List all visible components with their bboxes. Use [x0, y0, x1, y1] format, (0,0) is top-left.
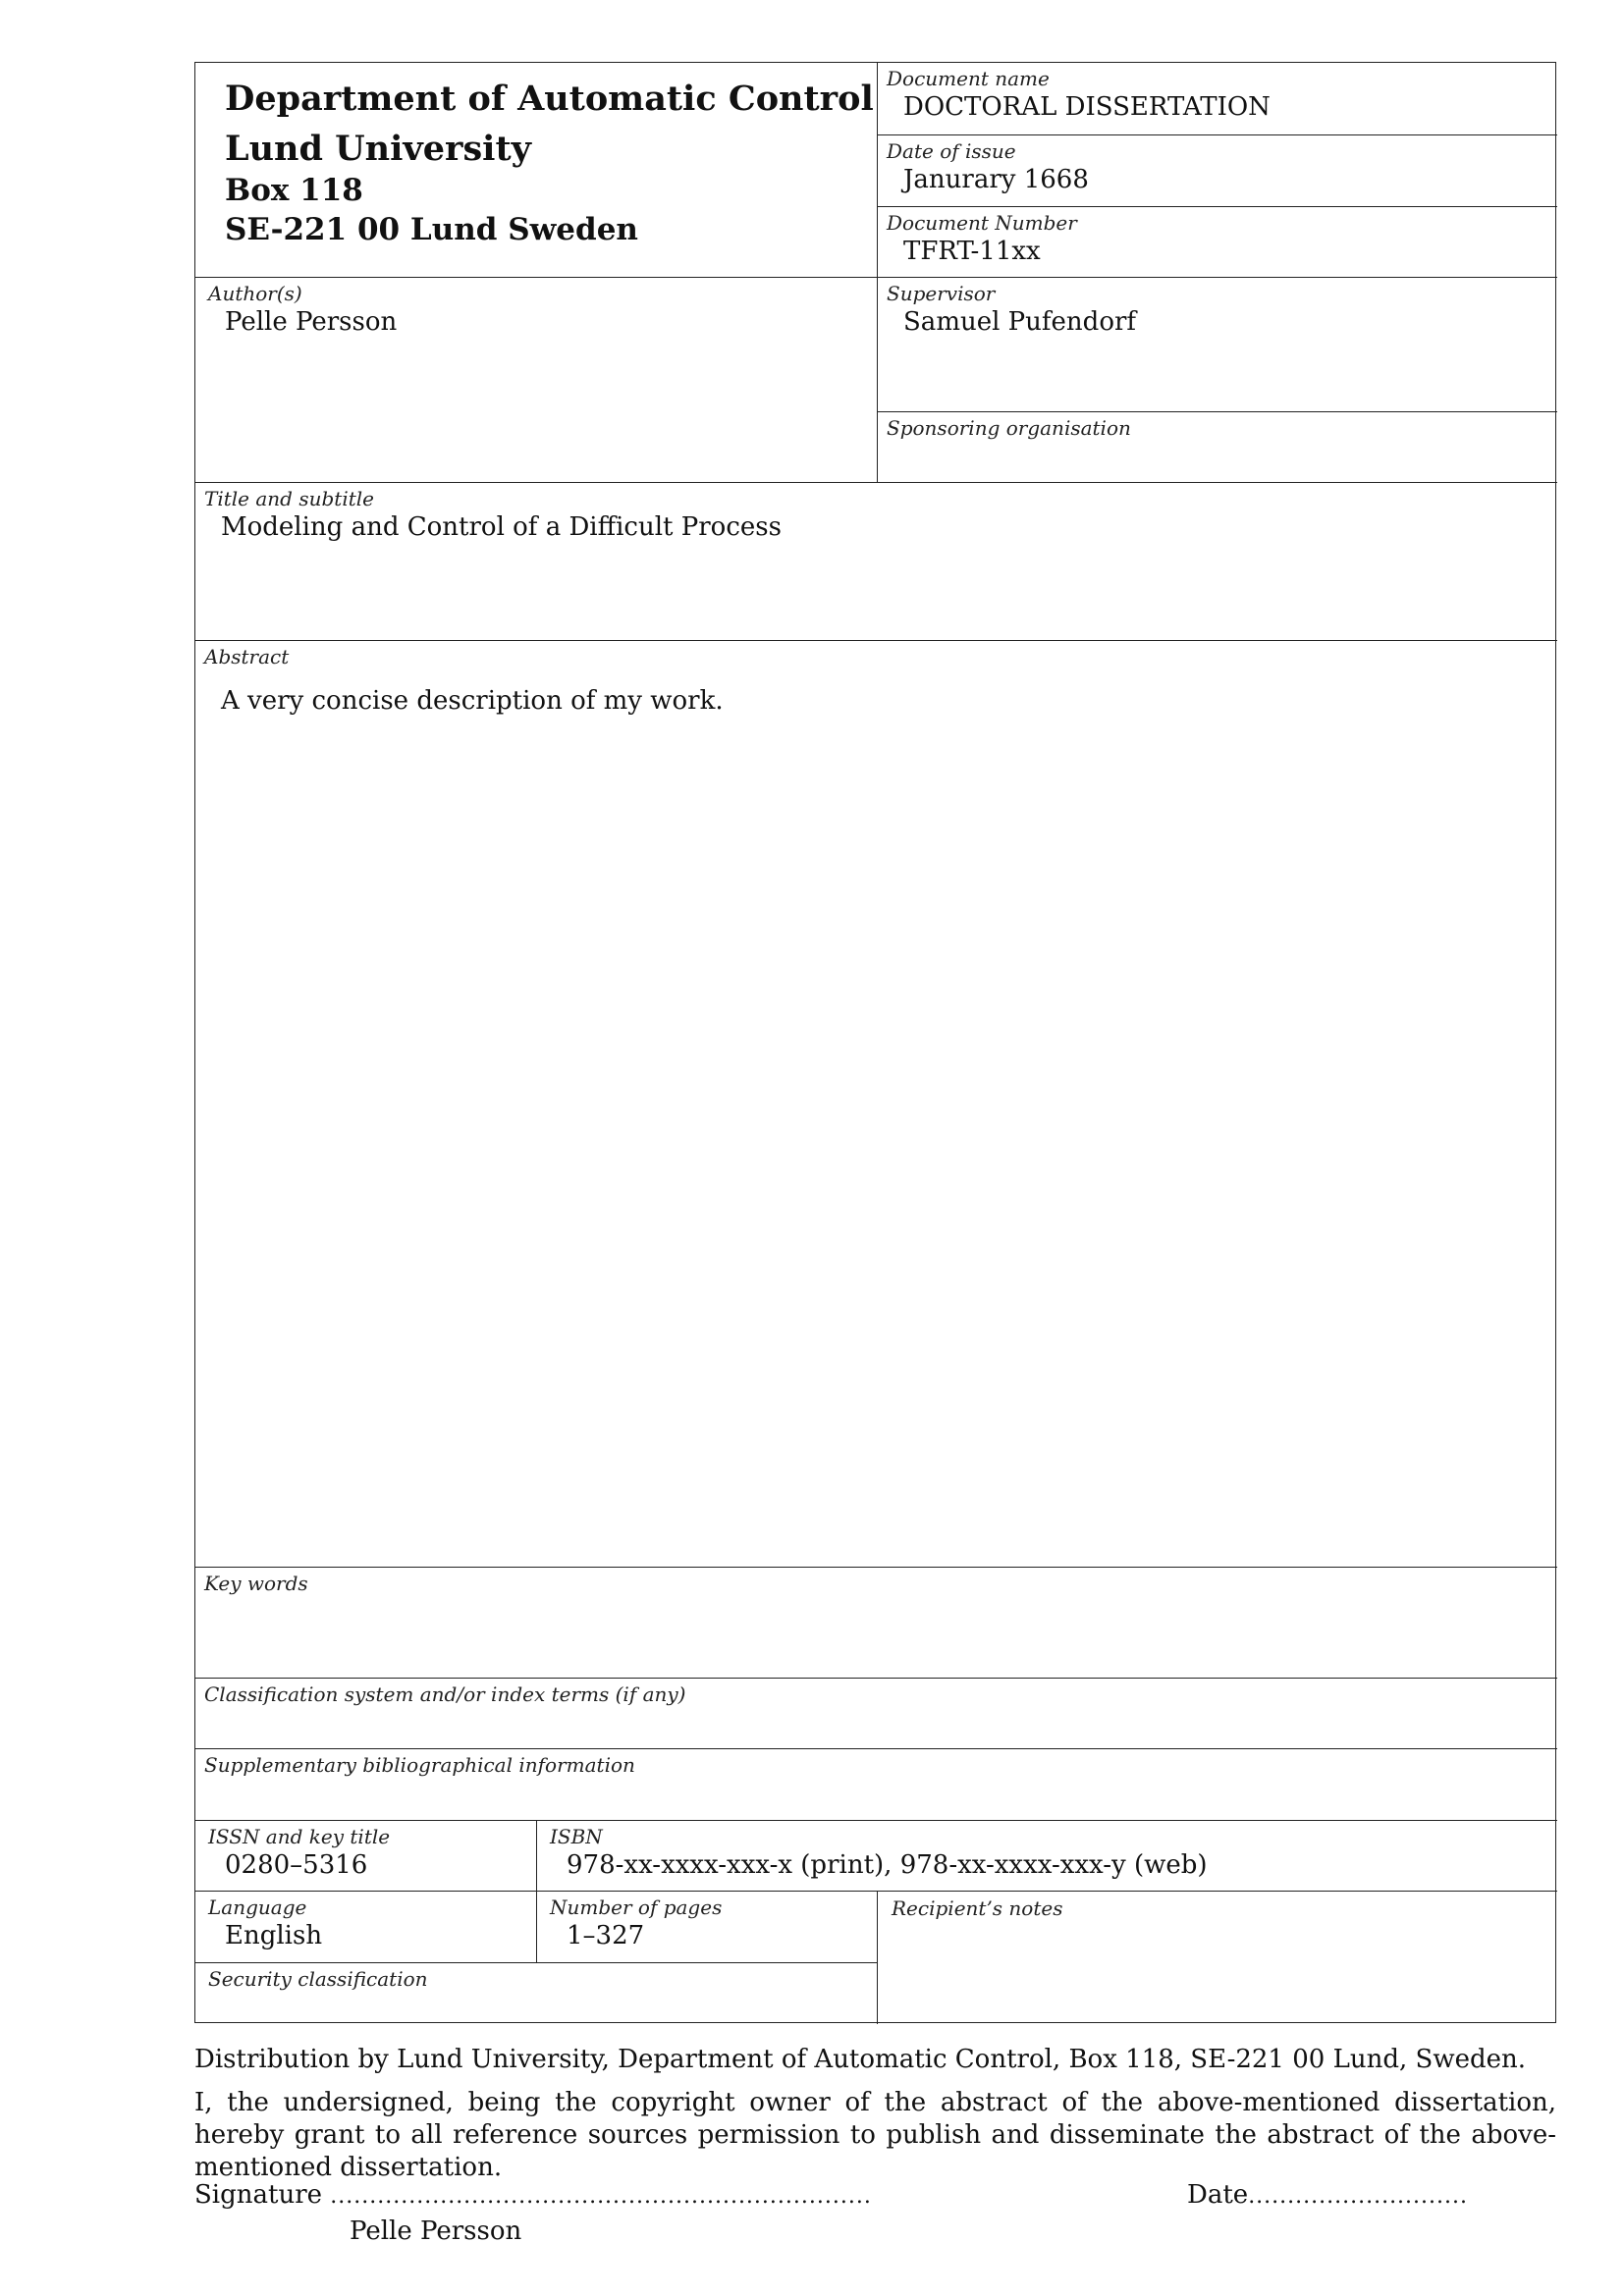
supplementary-label: Supplementary bibliographical information	[204, 1753, 635, 1777]
title-value: Modeling and Control of a Difficult Process	[221, 512, 782, 542]
title-cell	[195, 482, 1557, 640]
signature-dots: .....................................................................	[330, 2184, 872, 2209]
university-name: Lund University	[225, 129, 531, 169]
supervisor-cell	[877, 277, 1557, 411]
document-name-cell	[877, 63, 1557, 134]
issn-cell	[195, 1820, 536, 1891]
pages-cell	[536, 1891, 877, 1962]
authors-value: Pelle Persson	[225, 307, 398, 337]
city-address: SE-221 00 Lund Sweden	[225, 212, 638, 247]
language-cell	[195, 1891, 536, 1962]
isbn-value: 978-xx-xxxx-xxx-x (print), 978-xx-xxxx-xxx-y (web)	[567, 1850, 1208, 1880]
issn-value: 0280–5316	[225, 1850, 368, 1880]
document-number-label: Document Number	[887, 211, 1077, 235]
recipient-notes-label: Recipient’s notes	[892, 1896, 1063, 1920]
isbn-cell	[536, 1820, 1557, 1891]
date-of-issue-value: Janurary 1668	[903, 165, 1089, 194]
language-value: English	[225, 1921, 323, 1950]
signer-name: Pelle Persson	[350, 2216, 522, 2246]
document-number-value: TFRT-11xx	[903, 237, 1041, 266]
pages-label: Number of pages	[550, 1896, 723, 1919]
document-name-value: DOCTORAL DISSERTATION	[903, 92, 1271, 122]
distribution-text: Distribution by Lund University, Department of Automatic Control, Box 118, SE-221 00 Lund, Sweden.	[194, 2045, 1527, 2074]
keywords-cell	[195, 1567, 1557, 1678]
pages-value: 1–327	[567, 1921, 645, 1950]
copyright-statement: I, the undersigned, being the copyright owner of the abstract of the above-mentioned dissertation, hereby grant to all reference sources permission to publish and disseminate the abstract of the above-mentioned dissertation.	[194, 2088, 1556, 2182]
isbn-label: ISBN	[550, 1825, 603, 1848]
sponsoring-label: Sponsoring organisation	[887, 416, 1131, 440]
sponsoring-cell	[877, 411, 1557, 482]
abstract-label: Abstract	[204, 645, 290, 668]
document-number-cell	[877, 206, 1557, 277]
authors-label: Author(s)	[208, 282, 302, 305]
department-name: Department of Automatic Control	[225, 79, 874, 119]
abstract-value: A very concise description of my work.	[221, 686, 724, 716]
date-of-issue-cell	[877, 134, 1557, 206]
date-dots: ............................	[1248, 2184, 1468, 2209]
security-label: Security classification	[208, 1967, 428, 1991]
authors-cell	[195, 277, 877, 482]
recipient-notes-cell	[877, 1891, 1557, 2024]
keywords-label: Key words	[204, 1572, 308, 1595]
address-cell	[195, 63, 877, 277]
date-label: Date	[1187, 2180, 1249, 2210]
box-address: Box 118	[225, 173, 363, 208]
dissertation-form	[194, 62, 1556, 2023]
signature-line	[194, 2180, 872, 2210]
signature-label: Signature	[194, 2180, 323, 2210]
document-name-label: Document name	[887, 67, 1050, 90]
date-line	[1187, 2180, 1468, 2210]
classification-cell	[195, 1678, 1557, 1748]
supervisor-label: Supervisor	[887, 282, 996, 305]
issn-label: ISSN and key title	[208, 1825, 391, 1848]
date-of-issue-label: Date of issue	[887, 139, 1016, 163]
abstract-cell	[195, 640, 1557, 1567]
title-label: Title and subtitle	[204, 487, 374, 510]
security-cell	[195, 1962, 877, 2024]
supervisor-value: Samuel Pufendorf	[903, 307, 1137, 337]
supplementary-cell	[195, 1748, 1557, 1820]
classification-label: Classification system and/or index terms (if any)	[204, 1682, 686, 1706]
language-label: Language	[208, 1896, 307, 1919]
